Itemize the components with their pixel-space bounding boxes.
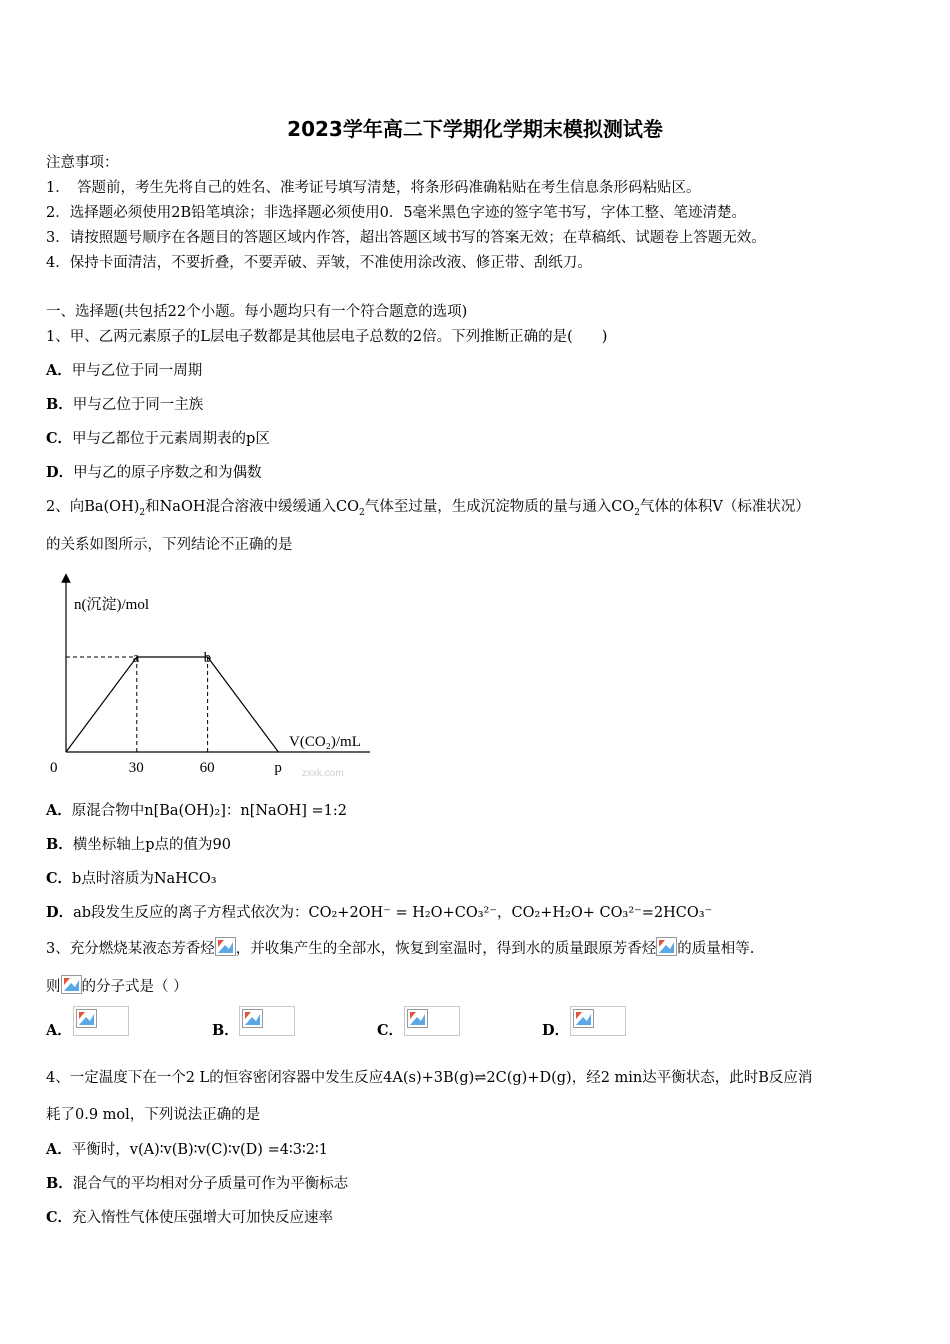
q1-option-c [46,429,270,449]
page-title: 2023学年高二下学期化学期末模拟测试卷 [287,117,663,141]
option-text: 充入惰性气体使压强增大可加快反应速率 [72,1210,334,1226]
q3-stem-line2 [46,975,188,997]
precipitate-chart [40,572,400,784]
q2-option-a [46,801,347,821]
q3-stem-part: 3、充分燃烧某液态芳香烃 [46,941,215,957]
q2-stem-part: 和NaOH混合溶液中缓缓通入CO [145,499,359,515]
q4-option-c [46,1208,333,1228]
q4-option-a [46,1140,328,1160]
q4-stem-line2: 耗了0.9 mol，下列说法正确的是 [46,1107,261,1123]
subscript: 2 [358,507,365,518]
section-heading: 一、选择题(共包括22个小题。每小题均只有一个符合题意的选项) [46,304,468,320]
q2-option-c [46,869,217,889]
q3-stem-part: 的分子式是（ ） [81,979,188,995]
option-text: b点时溶质为NaHCO₃ [72,871,217,887]
q4-stem: 4、一定温度下在一个2 L的恒容密闭容器中发生反应4A(s)+3B(g)⇌2C(g)+D(g)，经2 min达平衡状态，此时B反应消 [46,1070,813,1086]
notice-item: 3．请按照题号顺序在各题目的答题区域内作答，超出答题区域书写的答案无效；在草稿纸、试题卷上答题无效。 [46,230,766,246]
option-text: 混合气的平均相对分子质量可作为平衡标志 [72,1176,349,1192]
option-label: D． [46,904,74,921]
q1-option-b [46,395,203,415]
x-tick-label: 60 [199,760,215,776]
notice-item: 2．选择题必须使用2B铅笔填涂；非选择题必须使用0．5毫米黑色字迹的签字笔书写，字体工整、笔迹清楚。 [46,205,747,221]
q1-option-d [46,463,262,483]
point-label: b [203,650,212,666]
q3-option-b-image [239,1006,295,1036]
option-label: C． [46,870,73,887]
option-label: A． [46,362,72,379]
notice-item: 4．保持卡面清洁，不要折叠，不要弄破、弄皱，不准使用涂改液、修正带、刮纸刀。 [46,255,592,271]
formula-image-icon [215,937,236,956]
q1-option-a [46,361,202,381]
subscript: 2 [634,507,640,518]
q2-stem-line2: 的关系如图所示，下列结论不正确的是 [46,537,293,553]
watermark: zxxk.com [302,768,344,779]
x-tick-label: p [274,760,282,776]
q3-option-c-label: C． [377,1022,404,1039]
option-text: 甲与乙位于同一主族 [72,397,204,413]
subscript: 2 [139,507,146,518]
y-axis-label: n(沉淀)/mol [74,597,149,613]
x-tick-label: 0 [50,760,58,776]
option-label: A． [46,802,72,819]
option-text: 原混合物中n[Ba(OH)₂]：n[NaOH] =1:2 [71,803,347,819]
x-tick-label: 30 [128,760,144,776]
option-text: 甲与乙位于同一周期 [71,363,203,379]
option-label: B． [46,836,73,853]
formula-image-icon [656,937,677,956]
option-text: 甲与乙的原子序数之和为偶数 [73,465,262,481]
q3-option-a-image [73,1006,129,1036]
q2-option-b [46,835,231,855]
option-label: B． [46,1175,73,1192]
q3-option-b-label: B． [212,1022,239,1039]
q3-stem-part: 的质量相等. [677,941,755,957]
option-label: B． [46,396,73,413]
option-label: A． [46,1141,72,1158]
x-axis-label: V(CO₂)/mL [289,734,361,750]
q2-stem-part: 2、向Ba(OH) [46,499,140,515]
q3-stem-part: ，并收集产生的全部水，恢复到室温时，得到水的质量跟原芳香烃 [235,941,657,957]
option-text: 横坐标轴上p点的值为90 [72,837,231,853]
q2-option-d [46,903,712,923]
option-text: ab段发生反应的离子方程式依次为：CO₂+2OH⁻ = H₂O+CO₃²⁻，CO₂+H₂O+ CO₃²⁻=2HCO₃⁻ [73,905,713,921]
notice-item: 1． 答题前，考生先将自己的姓名、准考证号填写清楚，将条形码准确粘贴在考生信息条形码粘贴区。 [46,180,701,196]
q3-option-d-label: D． [542,1022,570,1039]
q2-stem-part: 气体的体积V（标准状况） [639,499,810,515]
option-label: C． [46,430,73,447]
q3-option-d-image [570,1006,626,1036]
q3-stem [46,937,754,959]
option-text: 甲与乙都位于元素周期表的p区 [72,431,270,447]
formula-image-icon [61,975,82,994]
q3-option-a-label: A． [46,1022,72,1039]
q2-stem-part: 气体至过量，生成沉淀物质的量与通入CO [364,499,635,515]
q3-stem-part: 则 [46,979,61,995]
q4-option-b [46,1174,348,1194]
series-line [66,657,278,752]
q3-option-c-image [404,1006,460,1036]
option-label: D． [46,464,74,481]
option-label: C． [46,1209,73,1226]
notice-heading: 注意事项： [46,155,119,171]
option-text: 平衡时，v(A)∶v(B)∶v(C)∶v(D) =4∶3∶2∶1 [71,1142,328,1158]
q2-stem [46,497,810,523]
q1-stem: 1、甲、乙两元素原子的L层电子数都是其他层电子总数的2倍。下列推断正确的是( ) [46,329,608,345]
point-label: a [132,650,140,666]
